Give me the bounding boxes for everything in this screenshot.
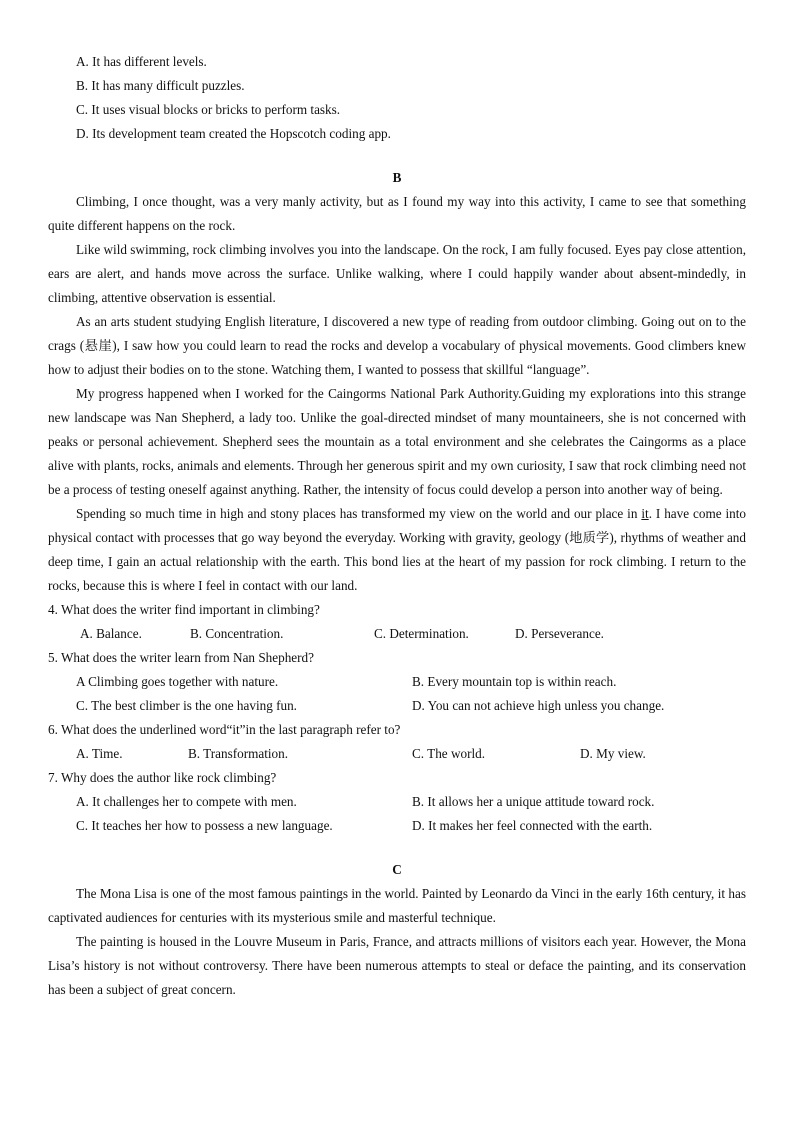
p5-text-before: Spending so much time in high and stony places has transformed my view on the world and our place in bbox=[76, 506, 642, 521]
q7-choice-c: C. It teaches her how to possess a new language. bbox=[76, 818, 333, 833]
section-b-paragraph-3: As an arts student studying English literature, I discovered a new type of reading from outdoor climbing. Going out on to the crags (悬崖), I saw how you could learn to read the rocks and develop a vocabulary of physical movements. Good climbers knew how to adjust their bodies on to the stone. Watching them, I wanted to possess that skillful “language”. bbox=[48, 314, 746, 377]
section-b-heading: B bbox=[392, 170, 402, 185]
question-6-stem: 6. What does the underlined word“it”in the last paragraph refer to? bbox=[48, 722, 401, 737]
section-b-paragraph-2: Like wild swimming, rock climbing involves you into the landscape. On the rock, I am fully focused. Eyes pay close attention, ears are alert, and hands move across the surface. Unlike walking, where I could happily wander about absent-mindedly, in climbing, attentive observation is essential. bbox=[48, 242, 746, 305]
question-4 bbox=[48, 598, 746, 646]
q5-choice-b: B. Every mountain top is within reach. bbox=[412, 674, 617, 689]
question-5-choices-row-1 bbox=[48, 670, 746, 694]
option-b: B. It has many difficult puzzles. bbox=[76, 78, 245, 93]
q5-choice-d: D. You can not achieve high unless you change. bbox=[412, 698, 665, 713]
q4-choice-c: C. Determination. bbox=[374, 626, 469, 641]
section-c-heading: C bbox=[392, 862, 402, 877]
q6-choice-d: D. My view. bbox=[580, 746, 646, 761]
q4-choice-d: D. Perseverance. bbox=[515, 626, 604, 641]
q6-choice-a: A. Time. bbox=[76, 746, 123, 761]
question-6-choices bbox=[48, 742, 746, 766]
q7-choice-a: A. It challenges her to compete with men. bbox=[76, 794, 297, 809]
q7-choice-b: B. It allows her a unique attitude toward rock. bbox=[412, 794, 655, 809]
question-6 bbox=[48, 718, 746, 766]
q6-choice-c: C. The world. bbox=[412, 746, 486, 761]
q4-choice-a: A. Balance. bbox=[80, 626, 142, 641]
option-d: D. Its development team created the Hopscotch coding app. bbox=[76, 126, 391, 141]
question-7-choices-row-1 bbox=[48, 790, 746, 814]
q7-choice-d: D. It makes her feel connected with the earth. bbox=[412, 818, 653, 833]
question-5-stem: 5. What does the writer learn from Nan Shepherd? bbox=[48, 650, 314, 665]
p5-text-after: . I have come into physical contact with processes that go way beyond the everyday. Working with gravity, geology (地质学), rhythms of weather and deep time, I gain an actual relationship with the earth. This bond lies at the heart of my passion for rock climbing. I return to the rocks, because this is where I feel in contact with our land. bbox=[48, 506, 746, 593]
section-b-paragraph-1: Climbing, I once thought, was a very manly activity, but as I found my way into this activity, I came to see that something quite different happens on the rock. bbox=[48, 194, 746, 233]
q5-choice-c: C. The best climber is the one having fun. bbox=[76, 698, 297, 713]
section-b-paragraph-5 bbox=[48, 502, 746, 598]
document-page bbox=[48, 50, 746, 1002]
question-7 bbox=[48, 766, 746, 838]
question-7-choices-row-2 bbox=[48, 814, 746, 838]
q6-choice-b: B. Transformation. bbox=[188, 746, 289, 761]
question-4-stem: 4. What does the writer find important in climbing? bbox=[48, 602, 320, 617]
section-c-paragraph-1: The Mona Lisa is one of the most famous paintings in the world. Painted by Leonardo da Vinci in the early 16th century, it has captivated audiences for centuries with its mysterious smile and masterful technique. bbox=[48, 886, 746, 925]
q4-choice-b: B. Concentration. bbox=[190, 626, 284, 641]
question-5 bbox=[48, 646, 746, 718]
section-c-paragraph-2: The painting is housed in the Louvre Museum in Paris, France, and attracts millions of visitors each year. However, the Mona Lisa’s history is not without controversy. There have been numerous attempts to steal or deface the painting, and its conservation has been a subject of great concern. bbox=[48, 934, 746, 997]
option-c: C. It uses visual blocks or bricks to perform tasks. bbox=[76, 102, 341, 117]
question-4-choices bbox=[48, 622, 746, 646]
underlined-word-it: it bbox=[641, 506, 649, 521]
option-a: A. It has different levels. bbox=[76, 54, 207, 69]
top-options bbox=[48, 50, 746, 146]
section-b-paragraph-4: My progress happened when I worked for the Caingorms National Park Authority.Guiding my explorations into this strange new landscape was Nan Shepherd, a lady too. Unlike the goal-directed mindset of many mountaineers, she is not concerned with peaks or personal achievement. Shepherd sees the mountain as a total environment and she celebrates the Caingorms as a place alive with plants, rocks, animals and elements. Through her generous spirit and my own curiosity, I saw that rock climbing need not be a process of testing oneself against anything. Rather, the intensity of focus could develop a person into another way of being. bbox=[48, 386, 746, 497]
q5-choice-a: A Climbing goes together with nature. bbox=[76, 674, 279, 689]
question-5-choices-row-2 bbox=[48, 694, 746, 718]
question-7-stem: 7. Why does the author like rock climbing? bbox=[48, 770, 277, 785]
